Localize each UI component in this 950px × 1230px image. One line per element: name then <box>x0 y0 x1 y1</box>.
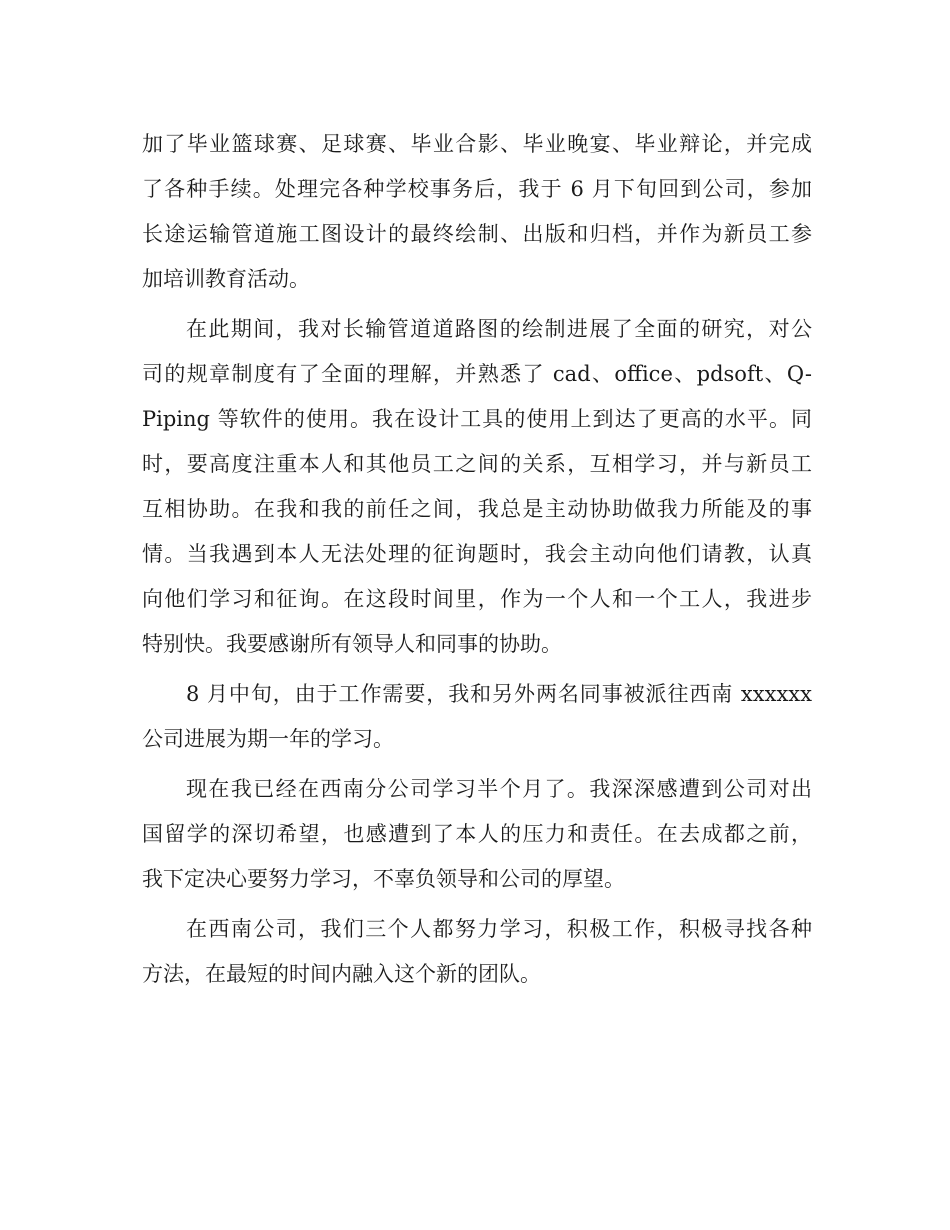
text-line: 情。当我遇到本人无法处理的征询题时，我会主动向他们请教，认真 <box>142 542 812 566</box>
text-line: 加了毕业篮球赛、足球赛、毕业合影、毕业晚宴、毕业辩论，并完成 <box>142 132 812 156</box>
text-line: 在西南公司，我们三个人都努力学习，积极工作，积极寻找各种 <box>186 917 812 941</box>
text-line: 长途运输管道施工图设计的最终绘制、出版和归档，并作为新员工参 <box>142 222 812 246</box>
text-line: 现在我已经在西南分公司学习半个月了。我深深感遭到公司对出 <box>186 777 812 801</box>
text-line: 我下定决心要努力学习，不辜负领导和公司的厚望。 <box>142 867 625 891</box>
text-line: 互相协助。在我和我的前任之间，我总是主动协助做我力所能及的事 <box>142 497 812 521</box>
body-text <box>142 122 812 997</box>
text-line: 时，要高度注重本人和其他员工之间的关系，互相学习，并与新员工 <box>142 452 812 476</box>
text-line: Piping 等软件的使用。我在设计工具的使用上到达了更高的水平。同 <box>142 407 812 431</box>
text-line: 公司进展为期一年的学习。 <box>142 727 394 751</box>
text-line: 特别快。我要感谢所有领导人和同事的协助。 <box>142 632 562 656</box>
text-line: 方法，在最短的时间内融入这个新的团队。 <box>142 962 541 986</box>
paragraph-3 <box>142 672 812 762</box>
text-line: 司的规章制度有了全面的理解，并熟悉了 cad、office、pdsoft、Q- <box>142 362 812 386</box>
text-line: 在此期间，我对长输管道道路图的绘制进展了全面的研究，对公 <box>186 317 812 341</box>
paragraph-1 <box>142 122 812 302</box>
text-line: 向他们学习和征询。在这段时间里，作为一个人和一个工人，我进步 <box>142 587 812 611</box>
paragraph-2 <box>142 307 812 667</box>
text-line: 8 月中旬，由于工作需要，我和另外两名同事被派往西南 xxxxxx <box>186 682 812 706</box>
paragraph-4 <box>142 767 812 902</box>
text-line: 国留学的深切希望，也感遭到了本人的压力和责任。在去成都之前， <box>142 822 812 846</box>
text-line: 加培训教育活动。 <box>142 267 310 291</box>
paragraph-5 <box>142 907 812 997</box>
text-line: 了各种手续。处理完各种学校事务后，我于 6 月下旬回到公司，参加 <box>142 177 812 201</box>
